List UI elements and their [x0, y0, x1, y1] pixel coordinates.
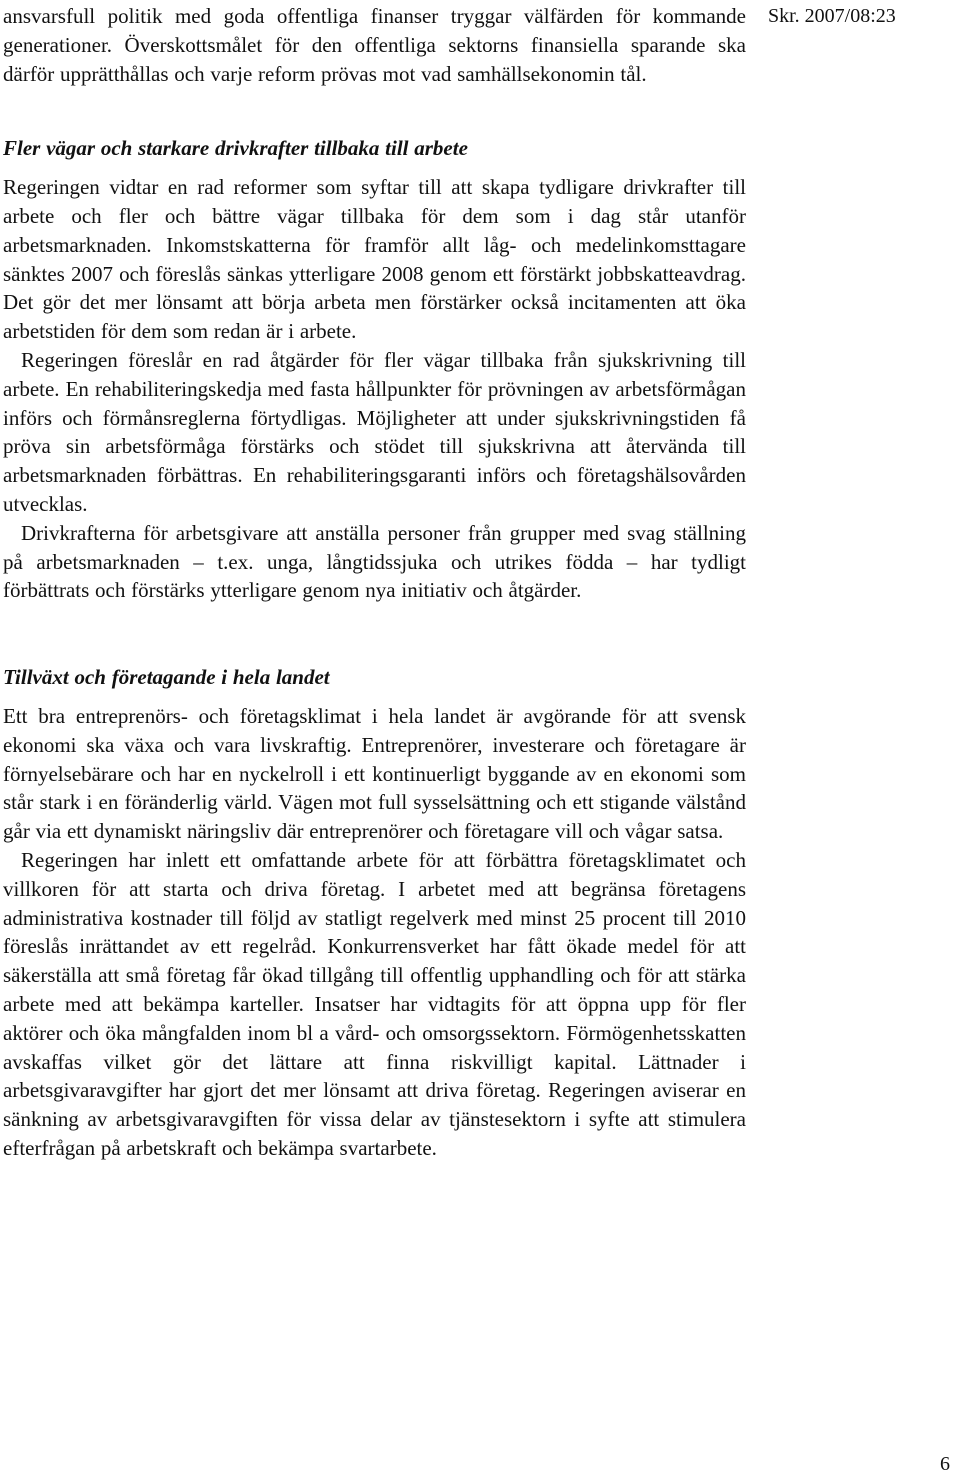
- paragraph: Regeringen har inlett ett omfattande arbete för att förbättra företagsklimatet och villkoren för att starta och driva företag. I arbetet med att begränsa företagens administrativa kostnader till följd av statligt regelverk med minst 25 procent till 2010 föreslås inrättandet av ett regelråd. Konkurrensverket har fått ökade medel för att säkerställa att små företag får ökad tillgång till offentlig upphandling och för att stärka arbete med att bekämpa karteller. Insatser har vidtagits för att öppna upp för fler aktörer och öka mångfalden inom bl a vård- och omsorgssektorn. Förmögenhetsskatten avskaffas vilket gör det lättare att finna riskvilligt kapital. Lättnader i arbetsgivaravgifter har gjort det mer lönsamt att driva företag. Regeringen aviserar en sänkning av arbetsgivaravgiften för vissa delar av tjänstesektorn i syfte att stimulera efterfrågan på arbetskraft och bekämpa svartarbete.: [3, 847, 746, 1160]
- document-number: Skr. 2007/08:23: [768, 5, 896, 27]
- page-number: 6: [940, 1453, 950, 1475]
- spacer: [3, 88, 746, 134]
- section-heading-growth-business: Tillväxt och företagande i hela landet: [3, 665, 330, 690]
- paragraph: Regeringen föreslår en rad åtgärder för fler vägar tillbaka från sjukskrivning till arbete. En rehabiliteringskedja med fasta hållpunkter för prövningen av arbetsförmågan införs och förmånsreglerna förtydligas. Möjligheter att under sjukskrivningstiden få pröva sin arbetsförmåga förstärks och stödet till sjukskrivna att återvända till arbetsmarknaden förbättras. En rehabiliteringsgaranti införs och företagshälsovården utvecklas.: [3, 347, 746, 516]
- paragraph: Drivkrafterna för arbetsgivare att anställa personer från grupper med svag ställning på arbetsmarknaden – t.ex. unga, långtidssjuka och utrikes födda – har tydligt förbättrats och förstärks ytterligare genom nya initiativ och åtgärder.: [3, 520, 746, 603]
- section-heading-work-incentives: Fler vägar och starkare drivkrafter tillbaka till arbete: [3, 136, 468, 161]
- spacer: [3, 605, 746, 663]
- intro-paragraph: ansvarsfull politik med goda offentliga finanser tryggar välfärden för kommande generationer. Överskottsmålet för den offentliga sektorns finansiella sparande ska därför upprätthållas och varje reform prövas mot vad samhällsekonomin tål.: [3, 4, 746, 86]
- paragraph: Ett bra entreprenörs- och företagsklimat i hela landet är avgörande för att svensk ekonomi ska växa och vara livskraftig. Entreprenörer, investerare och företagare är förnyelsebärare och har en nyckelroll i ett kontinuerligt byggande av en ekonomi som står stark i en föränderlig värld. Vägen mot full sysselsättning och ett stigande välstånd går via ett dynamiskt näringsliv där entreprenörer och företagare vill och vågar satsa.: [3, 703, 746, 844]
- paragraph: Regeringen vidtar en rad reformer som syftar till att skapa tydligare drivkrafter till arbete och fler och bättre vägar tillbaka för dem som i dag står utanför arbetsmarknaden. Inkomstskatterna för framför allt låg- och medelinkomsttagare sänktes 2007 och föreslås sänkas ytterligare 2008 genom ett förstärkt jobbskatteavdrag. Det gör det mer lönsamt att börja arbeta men förstärker också incitamenten att öka arbetstiden för dem som redan är i arbete.: [3, 175, 746, 344]
- document-body: [3, 2, 746, 1163]
- spacer: [3, 163, 746, 173]
- spacer: [3, 692, 746, 702]
